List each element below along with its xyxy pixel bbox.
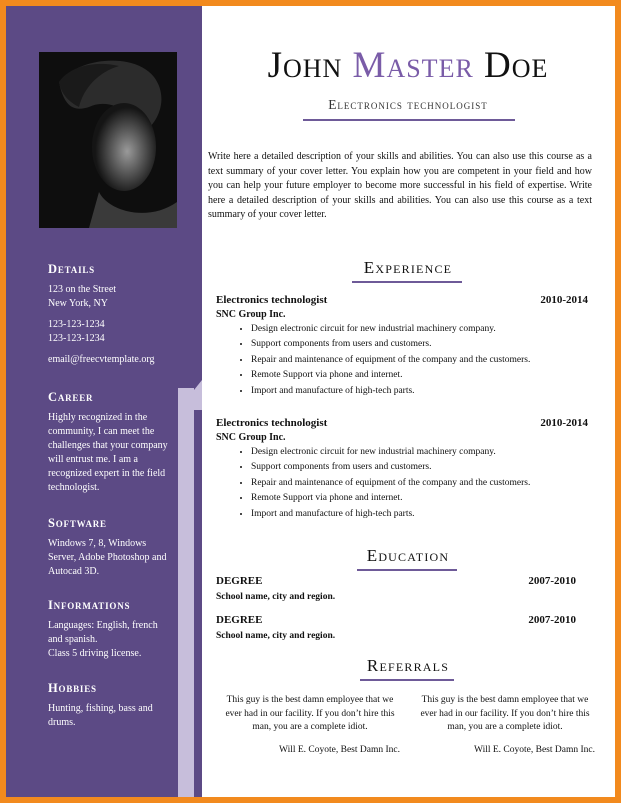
job-title: Electronics technologist	[216, 294, 328, 306]
job-task: • Design electronic circuit for new industrial machinery company.	[251, 445, 588, 460]
summary-text: Write here a detailed description of your skills and abilities. You can also use this course as a text summary of your cover letter. You explain how you are competent in your field and how you can help your future employer to become more successful in his field of expertise. Write here a detailed description of your skills and abilities. You can also use this course as a text summary of your cover letter.	[208, 151, 592, 220]
phone-1: 123-123-1234	[48, 319, 105, 330]
software-heading: Software	[48, 516, 107, 530]
degree-years: 2007-2010	[528, 575, 576, 587]
education-underline	[357, 569, 457, 571]
job-company: SNC Group Inc.	[216, 432, 286, 443]
job-company: SNC Group Inc.	[216, 309, 286, 320]
job-entry	[216, 416, 588, 522]
referral-quote: This guy is the best damn employee that we ever had in our facility. If you don’t hire this man, you are a complete idiot.	[420, 695, 590, 732]
degree: DEGREE	[216, 614, 263, 626]
profile-photo	[39, 52, 177, 228]
job-task: • Remote Support via phone and internet.	[251, 491, 588, 506]
middle-name: Master	[352, 45, 474, 86]
job-years: 2010-2014	[540, 417, 588, 429]
hobbies-section	[48, 681, 173, 730]
referral-name: Will E. Coyote, Best Damn Inc.	[474, 744, 595, 755]
hobbies-heading: Hobbies	[48, 681, 97, 695]
email: email@freecvtemplate.org	[48, 354, 155, 365]
referral-name: Will E. Coyote, Best Damn Inc.	[279, 744, 400, 755]
job-tasks	[216, 445, 588, 522]
career-text: Highly recognized in the community, I can meet the challenges that your company will entrust me. I am a recognized expert in the field technologist.	[48, 412, 168, 493]
job-years: 2010-2014	[540, 294, 588, 306]
job-task: • Repair and maintenance of equipment of the company and the customers.	[251, 476, 588, 491]
education-heading: Education	[366, 546, 450, 565]
experience-heading: Experience	[363, 258, 453, 277]
languages-text: Languages: English, french and spanish.	[48, 620, 158, 645]
address-line-2: New York, NY	[48, 298, 109, 309]
job-task: • Support components from users and customers.	[251, 460, 588, 475]
job-title: Electronics technologist	[328, 97, 488, 112]
title-underline	[303, 119, 515, 121]
first-name: John	[267, 45, 343, 86]
job-entry	[216, 293, 588, 399]
job-task: • Support components from users and customers.	[251, 337, 588, 352]
last-name: Doe	[484, 45, 549, 86]
license-text: Class 5 driving license.	[48, 648, 142, 659]
informations-heading: Informations	[48, 598, 131, 612]
career-section	[48, 390, 173, 495]
phone-2: 123-123-1234	[48, 333, 105, 344]
job-tasks	[216, 322, 588, 399]
details-section	[48, 262, 173, 367]
referral	[218, 694, 402, 755]
job-task: • Import and manufacture of high-tech parts.	[251, 507, 588, 522]
full-name	[202, 44, 614, 87]
education-entry	[216, 613, 576, 643]
referrals-heading: Referrals	[366, 656, 450, 675]
referral-quote: This guy is the best damn employee that we ever had in our facility. If you don’t hire this man, you are a complete idiot.	[225, 695, 395, 732]
education-entry	[216, 574, 576, 604]
software-section	[48, 516, 173, 579]
referral	[413, 694, 597, 755]
job-task: • Import and manufacture of high-tech parts.	[251, 384, 588, 399]
address-line-1: 123 on the Street	[48, 284, 117, 295]
software-text: Windows 7, 8, Windows Server, Adobe Photoshop and Autocad 3D.	[48, 538, 167, 577]
school: School name, city and region.	[216, 592, 336, 602]
hobbies-text: Hunting, fishing, bass and drums.	[48, 703, 153, 728]
degree-years: 2007-2010	[528, 614, 576, 626]
career-heading: Career	[48, 390, 94, 404]
school: School name, city and region.	[216, 631, 336, 641]
job-task: • Repair and maintenance of equipment of the company and the customers.	[251, 353, 588, 368]
degree: DEGREE	[216, 575, 263, 587]
sidebar-accent-strip	[178, 388, 194, 797]
referrals-underline	[360, 679, 454, 681]
job-task: • Remote Support via phone and internet.	[251, 368, 588, 383]
experience-underline	[352, 281, 462, 283]
details-heading: Details	[48, 262, 95, 276]
job-title: Electronics technologist	[216, 417, 328, 429]
informations-section	[48, 598, 173, 661]
job-task: • Design electronic circuit for new industrial machinery company.	[251, 322, 588, 337]
